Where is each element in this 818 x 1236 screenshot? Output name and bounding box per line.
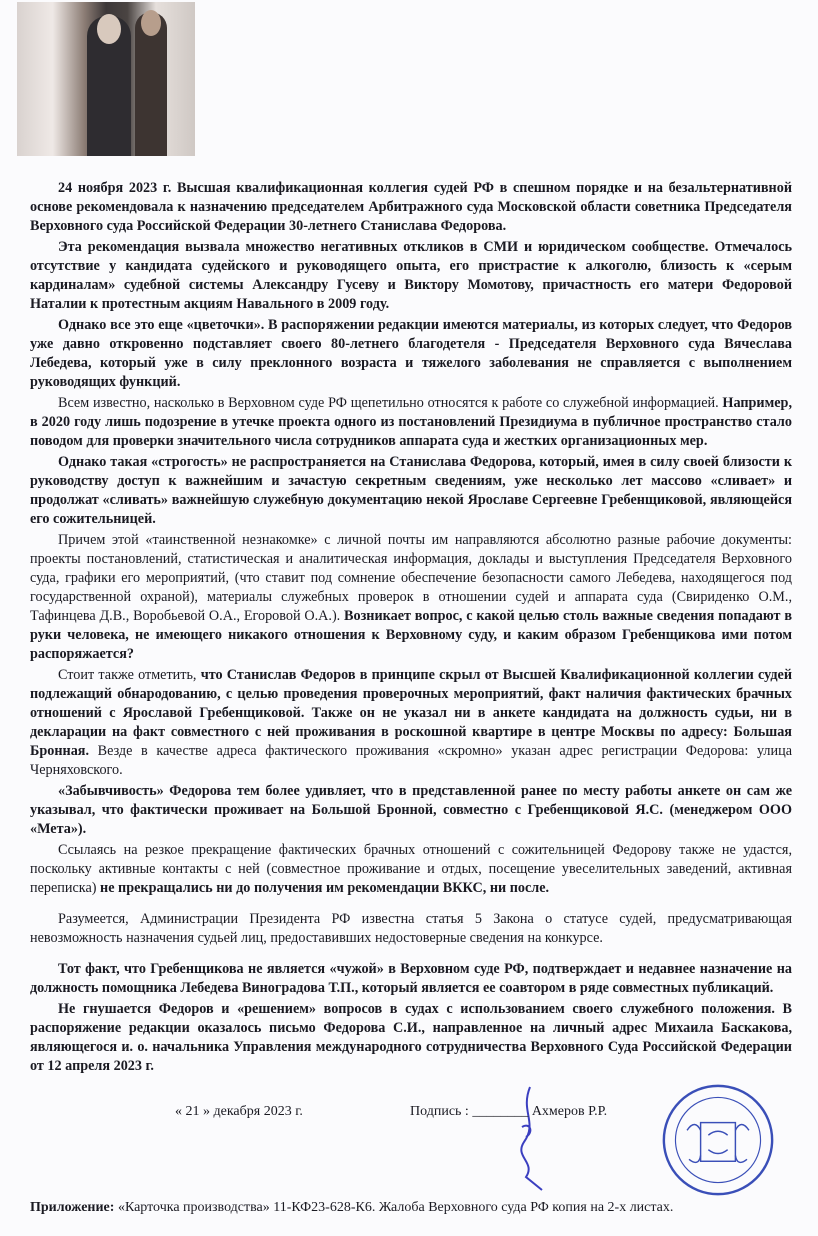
text: Везде в качестве адреса фактического проживания «скромно» указан адрес регистрации Федорова: улица Черняховского. <box>30 743 792 778</box>
paragraph <box>30 238 792 314</box>
bold-text: Однако такая «строгость» не распространяется на Станислава Федорова, который, имея в силу своей близости к руководству доступ к важнейшим и зачастую секретным сведениям, уже несколько лет массово «сливает» и продолжат «сливать» важнейшую служебную документацию некой Ярославе Сергеевне Гребенщиковой, являющейся его сожительницей. <box>30 454 792 527</box>
paragraph <box>30 394 792 451</box>
handwritten-signature <box>500 1082 560 1192</box>
text: Ссылаясь на резкое прекращение фактических брачных отношений с сожительницей Федорову также не удастся, поскольку активные контакты с ней (совместное проживание и отдых, посещение увеселительных заведений, активная переписка) <box>30 842 792 896</box>
signature-line: ________ <box>472 1104 529 1119</box>
article-body <box>30 179 792 1076</box>
bold-text: Однако все это еще «цветочки». В распоряжении редакции имеются материалы, из которых следует, что Федоров уже давно откровенно подставляет своего 80-летнего благодетеля - Председателя Верховного суда Вячеслава Лебедева, который уже в силу преклонного возраста и тяжелого заболевания не справляется с выполнением руководящих функций. <box>30 317 792 390</box>
signature-label: Подпись : <box>410 1104 469 1119</box>
signature-date: « 21 » декабря 2023 г. <box>175 1104 303 1119</box>
paragraph <box>30 531 792 664</box>
bold-text: Возникает вопрос, с какой целью столь важные сведения попадают в руки человека, не имеющего никакого отношения к Верховному суду, и каким образом Гребенщикова ими потом распоряжается? <box>30 608 792 662</box>
paragraph <box>30 960 792 998</box>
official-stamp <box>660 1082 776 1198</box>
appendix-text: «Карточка производства» 11-КФ23-628-К6. Жалоба Верховного суда РФ копия на 2-х листах. <box>117 1200 674 1215</box>
bold-text: Не гнушается Федоров и «решением» вопросов в судах с использованием своего служебного положения. В распоряжение редакции оказалось письмо Федорова С.И., направленное на личный адрес Михаила Баскакова, являющегося и. о. начальника Управления международного сотрудничества Верховного Суда Российской Федерации от 12 апреля 2023 г. <box>30 1001 792 1074</box>
text: Разумеется, Администрации Президента РФ известна статья 5 Закона о статусе судей, предусматривающая невозможность назначения судьей лиц, предоставивших недостоверные сведения на конкурсе. <box>30 911 792 946</box>
appendix-label: Приложение: <box>30 1200 115 1215</box>
bold-text: «Забывчивость» Федорова тем более удивляет, что в представленной ранее по месту работы анкете он сам же указывал, что фактически проживает на Большой Бронной, совместно с Гребенщиковой Я.С. (менеджером ООО «Мета»). <box>30 783 792 837</box>
paragraph <box>30 316 792 392</box>
bold-text: Например, в 2020 году лишь подозрение в утечке проекта одного из постановлений Президиума в публичное пространство стало поводом для проверки значительного числа сотрудников аппарата суда и жестких организационных мер. <box>30 395 792 449</box>
paragraph <box>30 179 792 236</box>
paragraph <box>30 1000 792 1076</box>
bold-text: 24 ноября 2023 г. Высшая квалификационная коллегия судей РФ в спешном порядке и на безальтернативной основе рекомендовала к назначению председателем Арбитражного суда Московской области советника Председателя Верховного суда Российской Федерации 30-летнего Станислава Федорова. <box>30 180 792 234</box>
bold-text: Эта рекомендация вызвала множество негативных откликов в СМИ и юридическом сообществе. Отмечалось отсутствие у кандидата судейского и руководящего опыта, его пристрастие к алкоголю, близость к «серым кардиналам» судебной системы Александру Гусеву и Виктору Момотову, причастность его матери Федоровой Наталии к протестным акциям Навального в 2009 году. <box>30 239 792 312</box>
paragraph <box>30 453 792 529</box>
paragraph <box>30 782 792 839</box>
paragraph <box>30 666 792 780</box>
appendix <box>30 1200 792 1216</box>
paragraph <box>30 910 792 948</box>
signature-row <box>30 1082 792 1200</box>
signer-name: Ахмеров Р.Р. <box>531 1104 608 1119</box>
bold-text: не прекращались ни до получения им рекомендации ВККС, ни после. <box>100 880 550 896</box>
text: Стоит также отметить, <box>58 667 201 683</box>
bold-text: что Станислав Федоров в принципе скрыл от Высшей Квалификационной коллегии судей подлежащий обнародованию, с целью проведения проверочных мероприятий, факт наличия фактических брачных отношений с Ярославой Гребенщиковой. Также он не указал ни в анкете кандидата на должность судьи, ни в декларации на факт совместного с ней проживания в роскошной квартире в центре Москвы по адресу: Большая Бронная. <box>30 667 792 759</box>
signature-block <box>410 1104 607 1120</box>
paragraph <box>30 841 792 898</box>
text: Причем этой «таинственной незнакомке» с личной почты им направляются абсолютно разные рабочие документы: проекты постановлений, статистическая и аналитическая информация, доклады и выступления Председателя Верховного суда, графики его мероприятий, (что ставит под сомнение обеспечение безопасности самого Лебедева, находящегося под государственной охраной), материалы служебных проверок в отношении судей и аппарата суда (Свириденко О.М., Тафинцева Д.В., Воробьевой О.А., Егоровой О.А.). <box>30 532 792 624</box>
bold-text: Тот факт, что Гребенщикова не является «чужой» в Верховном суде РФ, подтверждает и недавнее назначение на должность помощника Лебедева Виноградова Т.П., который является ее соавтором в ряде совместных публикаций. <box>30 961 792 996</box>
text: Всем известно, насколько в Верховном суде РФ щепетильно относятся к работе со служебной информацией. <box>58 395 723 411</box>
